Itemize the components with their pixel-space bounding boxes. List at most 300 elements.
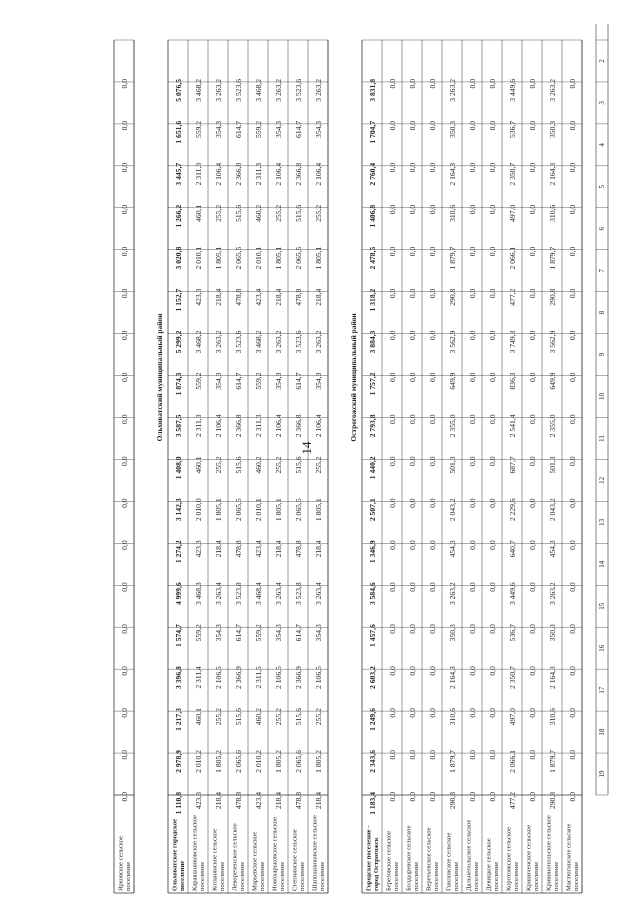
table-cell: 614,7 bbox=[234, 372, 243, 390]
section-title: Ольховатский муниципальный район bbox=[155, 313, 164, 442]
table-cell: 3 831,8 bbox=[368, 78, 377, 102]
table-cell: 3 523,8 bbox=[294, 582, 303, 606]
table-cell: 354,3 bbox=[214, 120, 223, 138]
table-cell: 0,0 bbox=[468, 456, 477, 466]
table-cell: 0,0 bbox=[428, 666, 437, 676]
table-cell: 0,0 bbox=[120, 540, 129, 550]
table-cell: 0,0 bbox=[488, 750, 497, 760]
table-cell: 0,0 bbox=[568, 246, 577, 257]
table-cell: 0,0 bbox=[428, 414, 437, 424]
table-cell: 0,0 bbox=[468, 414, 477, 424]
table-cell: 1 879,7 bbox=[548, 246, 557, 270]
table-cell: 2 350,7 bbox=[508, 666, 517, 689]
table-cell: 515,6 bbox=[294, 456, 303, 474]
table-cell: 0,0 bbox=[428, 456, 437, 466]
table-cell: 3 468,2 bbox=[254, 78, 263, 102]
table-cell: 0,0 bbox=[488, 624, 497, 634]
table-cell: 515,6 bbox=[234, 708, 243, 726]
table-cell: 0,0 bbox=[468, 498, 477, 508]
table-cell: 2 311,3 bbox=[254, 414, 263, 437]
table-cell: 0,0 bbox=[468, 540, 477, 550]
table-cell: 423,4 bbox=[254, 288, 263, 306]
table-cell: 0,0 bbox=[568, 666, 577, 676]
table-cell: 2 164,3 bbox=[548, 162, 557, 186]
table-cell: 0,0 bbox=[408, 162, 417, 173]
table-cell: 0,0 bbox=[468, 750, 477, 760]
table-cell: 497,0 bbox=[508, 708, 517, 726]
table-cell: 0,0 bbox=[428, 288, 437, 299]
table-cell: 1 805,2 bbox=[274, 750, 283, 773]
table-cell: 0,0 bbox=[528, 750, 537, 760]
table-cell: 460,1 bbox=[194, 456, 203, 474]
table-cell: 0,0 bbox=[528, 666, 537, 676]
table-cell: 0,0 bbox=[408, 246, 417, 257]
table-cell: 0,0 bbox=[528, 414, 537, 424]
table-cell: 0,0 bbox=[408, 750, 417, 760]
table-cell: 0,0 bbox=[408, 540, 417, 550]
table-cell: 3 523,6 bbox=[234, 330, 243, 354]
table-cell: 2 311,5 bbox=[254, 666, 263, 689]
table-cell: 614,7 bbox=[234, 120, 243, 138]
table-cell: 0,0 bbox=[528, 456, 537, 466]
table-cell: 3 263,2 bbox=[214, 78, 223, 102]
table-cell: 0,0 bbox=[528, 330, 537, 341]
table-cell: 0,0 bbox=[488, 666, 497, 676]
table-cell: 2 065,5 bbox=[294, 498, 303, 522]
table-cell: 0,0 bbox=[568, 288, 577, 299]
table-cell: 0,0 bbox=[388, 78, 397, 89]
table-cell: 0,0 bbox=[568, 498, 577, 508]
table-cell: 2 603,2 bbox=[368, 666, 377, 689]
table-cell: 497,0 bbox=[508, 204, 517, 222]
table-cell: 0,0 bbox=[568, 78, 577, 89]
table-cell: 350,3 bbox=[448, 624, 457, 642]
table-cell: 0,0 bbox=[120, 288, 129, 299]
table-cell: 559,2 bbox=[254, 372, 263, 390]
row-label: Ольховатское городскоепоселение bbox=[171, 818, 186, 891]
table-cell: 0,0 bbox=[468, 372, 477, 383]
table-cell: 310,6 bbox=[548, 204, 557, 222]
table-cell: 0,0 bbox=[528, 162, 537, 173]
table-cell: 0,0 bbox=[388, 582, 397, 592]
table-cell: 3 562,9 bbox=[548, 330, 557, 354]
table-cell: 0,0 bbox=[428, 624, 437, 634]
table-cell: 1 346,9 bbox=[368, 540, 377, 564]
table-cell: 536,7 bbox=[508, 120, 517, 138]
table-cell: 423,4 bbox=[254, 792, 263, 810]
table-cell: 0,0 bbox=[388, 540, 397, 550]
table-cell: 0,0 bbox=[468, 204, 477, 215]
table-cell: 1 152,7 bbox=[174, 288, 183, 312]
table-cell: 2 065,6 bbox=[234, 750, 243, 773]
row-label: Дальнепольское сельскоепоселение bbox=[465, 819, 480, 891]
table-cell: 1 110,8 bbox=[174, 792, 183, 815]
table-cell: 255,2 bbox=[274, 456, 283, 474]
row-label: Шапошниковское сельскоепоселение bbox=[311, 815, 326, 891]
table-cell: 1 318,2 bbox=[368, 288, 377, 312]
table-cell: 2 366,9 bbox=[234, 666, 243, 689]
column-number-header: 17 bbox=[598, 686, 606, 694]
table-cell: 0,0 bbox=[488, 330, 497, 341]
table-cell: 2 164,3 bbox=[448, 666, 457, 689]
table-cell: 0,0 bbox=[528, 498, 537, 508]
column-number-header: 4 bbox=[598, 143, 606, 147]
table-cell: 454,3 bbox=[548, 540, 557, 558]
table-cell: 2 010,1 bbox=[194, 246, 203, 270]
table-cell: 0,0 bbox=[428, 78, 437, 89]
table-cell: 0,0 bbox=[488, 792, 497, 802]
table-cell: 2 229,6 bbox=[508, 498, 517, 522]
table-cell: 0,0 bbox=[468, 162, 477, 173]
table-cell: 501,3 bbox=[548, 456, 557, 474]
data-table bbox=[114, 24, 608, 893]
row-label: Криниченское сельскоепоселение bbox=[525, 824, 540, 891]
table-cell: 2 760,4 bbox=[368, 162, 377, 186]
table-cell: 2 541,4 bbox=[508, 414, 517, 438]
table-cell: 218,4 bbox=[314, 792, 323, 810]
table-cell: 0,0 bbox=[120, 78, 129, 89]
table-cell: 350,3 bbox=[448, 120, 457, 138]
table-cell: 0,0 bbox=[568, 330, 577, 341]
table-cell: 2 350,7 bbox=[508, 162, 517, 186]
table-cell: 614,7 bbox=[234, 624, 243, 642]
table-cell: 0,0 bbox=[120, 456, 129, 466]
row-label: Степнянское сельскоепоселение bbox=[291, 829, 306, 891]
table-cell: 0,0 bbox=[568, 624, 577, 634]
table-cell: 3 445,7 bbox=[174, 162, 183, 186]
table-cell: 5 076,5 bbox=[174, 78, 183, 102]
table-cell: 2 366,8 bbox=[294, 414, 303, 438]
row-label: Караяшниковское сельскоепоселение bbox=[191, 815, 206, 891]
table-cell: 3 468,2 bbox=[194, 78, 203, 102]
table-cell: 0,0 bbox=[468, 582, 477, 592]
table-cell: 1 266,2 bbox=[174, 204, 183, 228]
table-cell: 614,7 bbox=[294, 624, 303, 642]
table-cell: 255,2 bbox=[314, 708, 323, 726]
table-cell: 0,0 bbox=[488, 288, 497, 299]
column-number-header: 8 bbox=[598, 310, 606, 315]
table-cell: 0,0 bbox=[528, 288, 537, 299]
table-cell: 3 396,8 bbox=[174, 666, 183, 689]
table-cell: 0,0 bbox=[528, 582, 537, 592]
column-number-header: 3 bbox=[598, 101, 606, 105]
table-cell: 354,3 bbox=[314, 120, 323, 138]
table-cell: 559,2 bbox=[254, 624, 263, 642]
table-cell: 0,0 bbox=[408, 414, 417, 424]
table-cell: 1 879,7 bbox=[448, 246, 457, 270]
column-number-header: 10 bbox=[598, 393, 606, 401]
table-cell: 0,0 bbox=[120, 708, 129, 718]
table-cell: 2 507,1 bbox=[368, 498, 377, 522]
table-cell: 0,0 bbox=[488, 582, 497, 592]
table-cell: 2 106,5 bbox=[274, 666, 283, 689]
table-cell: 0,0 bbox=[488, 456, 497, 466]
table-cell: 2 066,1 bbox=[508, 750, 517, 773]
table-cell: 515,6 bbox=[234, 204, 243, 222]
table-cell: 2 010,2 bbox=[254, 750, 263, 773]
table-cell: 0,0 bbox=[408, 792, 417, 802]
table-cell: 0,0 bbox=[468, 792, 477, 802]
table-cell: 255,2 bbox=[214, 708, 223, 726]
table-cell: 515,6 bbox=[294, 708, 303, 726]
table-cell: 0,0 bbox=[120, 414, 129, 424]
table-cell: 0,0 bbox=[408, 330, 417, 341]
table-cell: 255,2 bbox=[314, 456, 323, 474]
table-cell: 0,0 bbox=[428, 204, 437, 215]
table-cell: 255,2 bbox=[274, 708, 283, 726]
table-cell: 255,2 bbox=[214, 204, 223, 222]
table-cell: 2 164,3 bbox=[448, 162, 457, 186]
table-cell: 0,0 bbox=[568, 162, 577, 173]
table-cell: 0,0 bbox=[568, 540, 577, 550]
table-cell: 0,0 bbox=[428, 708, 437, 718]
table-cell: 0,0 bbox=[408, 120, 417, 131]
table-cell: 0,0 bbox=[408, 204, 417, 215]
table-cell: 0,0 bbox=[468, 666, 477, 676]
table-cell: 218,4 bbox=[214, 288, 223, 306]
table-cell: 0,0 bbox=[568, 120, 577, 131]
table-cell: 3 263,2 bbox=[274, 78, 283, 102]
table-cell: 310,6 bbox=[448, 708, 457, 726]
row-label: Городское поселение -город Острогожск bbox=[365, 825, 380, 891]
table-cell: 2 106,5 bbox=[314, 666, 323, 689]
table-cell: 0,0 bbox=[120, 624, 129, 634]
table-cell: 3 263,4 bbox=[214, 582, 223, 606]
table-cell: 0,0 bbox=[388, 414, 397, 424]
table-cell: 354,3 bbox=[214, 624, 223, 642]
table-cell: 3 449,6 bbox=[508, 78, 517, 102]
table-cell: 515,6 bbox=[234, 456, 243, 474]
table-cell: 2 311,4 bbox=[194, 666, 203, 689]
table-cell: 218,4 bbox=[274, 540, 283, 558]
table-cell: 1 805,2 bbox=[314, 750, 323, 773]
row-label: Гниловское сельскоепоселение bbox=[445, 832, 460, 891]
table-cell: 460,2 bbox=[254, 204, 263, 222]
row-label: Копанянское сельскоепоселение bbox=[211, 829, 226, 891]
table-cell: 2 478,5 bbox=[368, 246, 377, 270]
table-cell: 0,0 bbox=[120, 330, 129, 341]
table-cell: 2 793,8 bbox=[368, 414, 377, 438]
table-cell: 0,0 bbox=[568, 792, 577, 802]
table-cell: 3 449,6 bbox=[508, 582, 517, 606]
table-cell: 0,0 bbox=[120, 498, 129, 508]
table-cell: 0,0 bbox=[388, 288, 397, 299]
table-cell: 0,0 bbox=[408, 498, 417, 508]
table-cell: 0,0 bbox=[528, 204, 537, 215]
table-cell: 0,0 bbox=[388, 792, 397, 802]
column-number-header: 5 bbox=[598, 185, 606, 189]
table-cell: 0,0 bbox=[528, 246, 537, 257]
table-cell: 2 010,1 bbox=[254, 246, 263, 270]
table-cell: 1 805,1 bbox=[214, 498, 223, 522]
column-number-header: 2 bbox=[598, 59, 606, 63]
table-cell: 3 468,2 bbox=[254, 330, 263, 354]
table-cell: 0,0 bbox=[120, 120, 129, 131]
table-cell: 460,2 bbox=[254, 708, 263, 726]
row-label: Марьевское сельскоепоселение bbox=[251, 831, 266, 891]
table-cell: 0,0 bbox=[388, 666, 397, 676]
table-cell: 0,0 bbox=[408, 456, 417, 466]
table-cell: 0,0 bbox=[388, 120, 397, 131]
table-cell: 0,0 bbox=[120, 162, 129, 173]
table-cell: 1 805,1 bbox=[214, 246, 223, 270]
table-cell: 1 805,1 bbox=[314, 246, 323, 270]
table-cell: 0,0 bbox=[428, 372, 437, 383]
table-cell: 3 523,6 bbox=[294, 330, 303, 354]
table-cell: 290,8 bbox=[448, 288, 457, 306]
table-cell: 2 106,4 bbox=[274, 414, 283, 438]
table-cell: 0,0 bbox=[568, 414, 577, 424]
table-cell: 3 263,2 bbox=[314, 78, 323, 102]
table-cell: 559,2 bbox=[194, 372, 203, 390]
table-cell: 2 066,1 bbox=[508, 246, 517, 270]
table-cell: 2 043,2 bbox=[548, 498, 557, 522]
table-cell: 0,0 bbox=[408, 582, 417, 592]
table-cell: 559,2 bbox=[254, 120, 263, 138]
table-cell: 255,2 bbox=[214, 456, 223, 474]
table-cell: 350,3 bbox=[548, 120, 557, 138]
table-cell: 1 874,3 bbox=[174, 372, 183, 396]
table-cell: 2 106,5 bbox=[214, 666, 223, 689]
row-label: Новохарьковское сельскоепоселение bbox=[271, 816, 286, 891]
table-cell: 0,0 bbox=[428, 792, 437, 802]
table-cell: 1 249,6 bbox=[368, 708, 377, 731]
table-cell: 0,0 bbox=[428, 750, 437, 760]
table-cell: 3 263,2 bbox=[548, 78, 557, 102]
table-cell: 2 343,6 bbox=[368, 750, 377, 773]
table-cell: 0,0 bbox=[528, 792, 537, 802]
table-cell: 559,2 bbox=[194, 120, 203, 138]
table-cell: 2 311,3 bbox=[194, 414, 203, 437]
table-cell: 3 142,3 bbox=[174, 498, 183, 522]
table-cell: 3 468,2 bbox=[194, 330, 203, 354]
table-cell: 2 106,4 bbox=[214, 414, 223, 438]
table-cell: 0,0 bbox=[488, 540, 497, 550]
table-cell: 2 065,5 bbox=[294, 246, 303, 270]
table-cell: 614,7 bbox=[294, 120, 303, 138]
table-cell: 1 406,8 bbox=[368, 204, 377, 228]
column-number-header: 16 bbox=[598, 644, 606, 652]
row-label: Березовское сельскоепоселение bbox=[385, 830, 400, 891]
table-cell: 687,7 bbox=[508, 456, 517, 474]
table-cell: 2 065,5 bbox=[234, 246, 243, 270]
table-cell: 0,0 bbox=[528, 708, 537, 718]
table-cell: 0,0 bbox=[428, 498, 437, 508]
table-cell: 0,0 bbox=[428, 540, 437, 550]
table-cell: 0,0 bbox=[528, 372, 537, 383]
table-cell: 3 523,6 bbox=[294, 78, 303, 102]
table-cell: 5 299,2 bbox=[174, 330, 183, 354]
table-cell: 460,2 bbox=[254, 456, 263, 474]
table-cell: 218,4 bbox=[214, 792, 223, 810]
table-cell: 515,6 bbox=[294, 204, 303, 222]
table-cell: 478,8 bbox=[234, 792, 243, 810]
table-cell: 0,0 bbox=[488, 120, 497, 131]
table-cell: 478,8 bbox=[234, 540, 243, 558]
row-label: Веретьевское сельскоепоселение bbox=[425, 827, 440, 891]
table-cell: 2 366,9 bbox=[294, 666, 303, 689]
table-cell: 0,0 bbox=[388, 498, 397, 508]
table-cell: 0,0 bbox=[488, 708, 497, 718]
table-cell: 218,4 bbox=[274, 792, 283, 810]
table-cell: 1 651,6 bbox=[174, 120, 183, 144]
table-cell: 0,0 bbox=[468, 624, 477, 634]
table-cell: 478,8 bbox=[234, 288, 243, 306]
table-cell: 4 999,6 bbox=[174, 582, 183, 606]
column-number-header: 9 bbox=[598, 352, 606, 357]
table-cell: 3 584,6 bbox=[368, 582, 377, 606]
table-cell: 0,0 bbox=[488, 414, 497, 424]
table-cell: 350,3 bbox=[548, 624, 557, 642]
table-cell: 0,0 bbox=[568, 708, 577, 718]
table-cell: 477,2 bbox=[508, 288, 517, 306]
table-cell: 0,0 bbox=[468, 120, 477, 131]
table-cell: 2 106,4 bbox=[314, 414, 323, 438]
table-cell: 0,0 bbox=[120, 372, 129, 383]
table-cell: 0,0 bbox=[568, 204, 577, 215]
table-cell: 0,0 bbox=[408, 372, 417, 383]
table-cell: 0,0 bbox=[388, 708, 397, 718]
table-cell: 614,7 bbox=[294, 372, 303, 390]
table-cell: 478,8 bbox=[294, 540, 303, 558]
table-cell: 354,3 bbox=[314, 624, 323, 642]
page-number: 14 bbox=[299, 441, 314, 455]
table-cell: 0,0 bbox=[468, 708, 477, 718]
column-number-header: 15 bbox=[598, 602, 606, 610]
table-cell: 0,0 bbox=[488, 78, 497, 89]
table-cell: 354,3 bbox=[214, 372, 223, 390]
table-cell: 0,0 bbox=[528, 540, 537, 550]
table-cell: 1 757,2 bbox=[368, 372, 377, 396]
table-cell: 0,0 bbox=[428, 120, 437, 131]
table-cell: 1 217,3 bbox=[174, 708, 183, 731]
table-cell: 1 879,7 bbox=[448, 750, 457, 773]
table-cell: 0,0 bbox=[388, 246, 397, 257]
table-cell: 836,3 bbox=[508, 372, 517, 390]
row-label: Болдыревское сельскоепоселение bbox=[405, 825, 420, 891]
table-cell: 1 879,7 bbox=[548, 750, 557, 773]
table-cell: 290,8 bbox=[548, 288, 557, 306]
table-cell: 0,0 bbox=[120, 666, 129, 676]
table-cell: 0,0 bbox=[488, 498, 497, 508]
row-label: Мастюгинское сельскоепоселение bbox=[565, 823, 580, 891]
table-cell: 501,3 bbox=[448, 456, 457, 474]
table-cell: 354,3 bbox=[274, 372, 283, 390]
table-cell: 0,0 bbox=[120, 792, 129, 802]
table-cell: 2 311,3 bbox=[254, 162, 263, 186]
table-cell: 0,0 bbox=[488, 204, 497, 215]
table-cell: 0,0 bbox=[388, 456, 397, 466]
table-cell: 290,8 bbox=[548, 792, 557, 810]
table-cell: 0,0 bbox=[408, 288, 417, 299]
table-cell: 0,0 bbox=[388, 624, 397, 634]
table-cell: 3 263,2 bbox=[548, 582, 557, 606]
table-cell: 460,1 bbox=[194, 204, 203, 222]
table-cell: 3 468,3 bbox=[194, 582, 203, 606]
table-cell: 0,0 bbox=[428, 330, 437, 341]
table-cell: 649,9 bbox=[448, 372, 457, 390]
column-number-header: 14 bbox=[598, 560, 606, 568]
table-cell: 2 355,0 bbox=[448, 414, 457, 438]
table-cell: 536,7 bbox=[508, 624, 517, 642]
table-cell: 0,0 bbox=[408, 78, 417, 89]
table-cell: 423,3 bbox=[194, 288, 203, 306]
column-number-header: 6 bbox=[598, 227, 606, 231]
table-cell: 255,2 bbox=[274, 204, 283, 222]
table-cell: 0,0 bbox=[408, 624, 417, 634]
table-cell: 218,4 bbox=[314, 540, 323, 558]
table-cell: 640,7 bbox=[508, 540, 517, 558]
